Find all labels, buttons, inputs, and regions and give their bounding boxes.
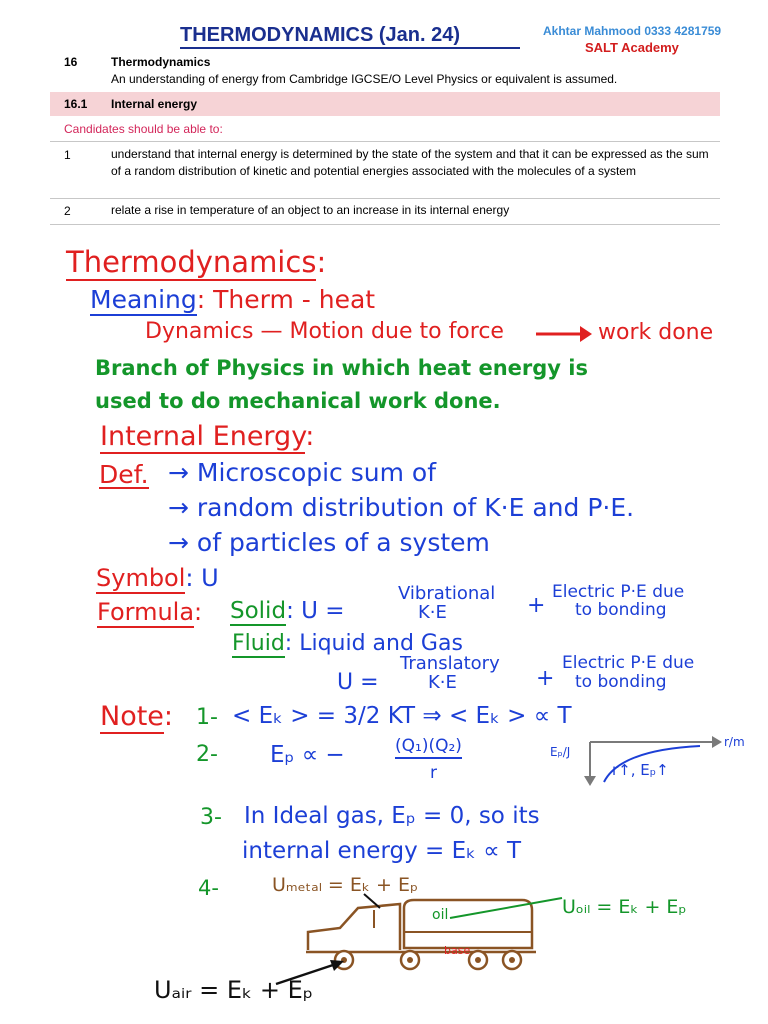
graph-x-label: r/m — [724, 735, 745, 749]
table-rule — [50, 198, 720, 199]
note-3-number: 3- — [200, 805, 222, 830]
solid-term2-bottom: to bonding — [575, 600, 667, 620]
fluid-term2-top: Electric P·E due — [562, 653, 695, 673]
symbol-value: : U — [185, 564, 219, 592]
potential-energy-graph — [580, 732, 730, 788]
u-air-equation: Uₐᵢᵣ = Eₖ + Eₚ — [154, 976, 314, 1004]
meaning-label: Meaning — [90, 285, 197, 314]
table-rule — [50, 141, 720, 142]
fluid-term1-bottom: K·E — [428, 672, 457, 693]
def-line-3: → of particles of a system — [168, 528, 490, 557]
graph-y-label: Eₚ/J — [550, 745, 571, 759]
author-contact: Akhtar Mahmood 0333 4281759 — [543, 24, 722, 38]
objective-number: 2 — [64, 204, 71, 218]
document-title: THERMODYNAMICS (Jan. 24) — [180, 24, 461, 46]
note-2-lhs: Eₚ ∝ − — [270, 742, 345, 768]
fluid-term2-bottom: to bonding — [575, 672, 667, 692]
base-label: base — [444, 944, 471, 957]
internal-energy-heading: Internal Energy — [100, 421, 306, 452]
objective-number: 1 — [64, 148, 71, 162]
heading-colon: : — [316, 245, 327, 279]
subsection-title: Internal energy — [111, 97, 198, 111]
objective-text: relate a rise in temperature of an object to an increase in its internal energy — [111, 203, 510, 217]
candidates-intro: Candidates should be able to: — [64, 122, 223, 136]
dynamics-line: Dynamics — Motion due to force — [145, 319, 504, 344]
solid-plus: + — [527, 593, 546, 618]
note-colon: : — [163, 701, 174, 732]
note-3-line-1: In Ideal gas, Eₚ = 0, so its — [244, 803, 540, 829]
solid-equation: : U = — [286, 598, 345, 624]
note-label: Note — [100, 701, 164, 732]
note-4-number: 4- — [198, 876, 219, 900]
note-1-text: < Eₖ > = 3/2 KT ⇒ < Eₖ > ∝ T — [232, 703, 572, 729]
title-underline — [180, 47, 520, 49]
academy-name: SALT Academy — [585, 40, 679, 55]
table-rule — [50, 224, 720, 225]
fluid-label: Fluid — [232, 631, 285, 656]
u-metal-equation: Uₘₑₜₐₗ = Eₖ + Eₚ — [272, 874, 419, 896]
symbol-label: Symbol — [96, 564, 186, 592]
arrow-icon — [534, 323, 594, 345]
fluid-term1-top: Translatory — [400, 653, 500, 674]
branch-line-2: used to do mechanical work done. — [95, 389, 501, 413]
section-description: An understanding of energy from Cambridge IGCSE/O Level Physics or equivalent is assumed. — [111, 72, 618, 86]
graph-note: r↑, Eₚ↑ — [612, 761, 669, 779]
branch-line-1: Branch of Physics in which heat energy is — [95, 356, 589, 380]
note-2-number: 2- — [196, 742, 218, 767]
def-line-2: → random distribution of K·E and P·E. — [168, 493, 635, 522]
fluid-equation: U = — [337, 670, 379, 695]
u-oil-equation: Uₒᵢₗ = Eₖ + Eₚ — [562, 896, 687, 918]
tank-label: oil — [432, 907, 449, 923]
note-2-denominator: r — [430, 763, 437, 783]
def-label: Def. — [99, 460, 149, 489]
formula-colon: : — [194, 598, 203, 626]
section-number: 16 — [64, 55, 78, 69]
def-line-1: → Microscopic sum of — [168, 458, 437, 487]
work-done-text: work done — [598, 320, 714, 345]
fluid-text: : Liquid and Gas — [284, 631, 463, 656]
solid-term1-top: Vibrational — [398, 583, 496, 604]
internal-energy-colon: : — [305, 421, 315, 452]
meaning-text: : Therm - heat — [196, 285, 376, 314]
formula-label: Formula — [97, 598, 195, 626]
notes-heading: Thermodynamics — [66, 245, 317, 279]
solid-term1-bottom: K·E — [418, 602, 447, 623]
section-title: Thermodynamics — [111, 55, 211, 69]
subsection-number: 16.1 — [64, 97, 88, 111]
note-2-numerator: (Q₁)(Q₂) — [395, 738, 462, 759]
fluid-plus: + — [536, 666, 555, 691]
solid-label: Solid — [230, 598, 287, 624]
note-3-line-2: internal energy = Eₖ ∝ T — [242, 838, 522, 864]
objective-text: understand that internal energy is determined by the state of the system and that it can be expressed as the sum of a random distribution of kinetic and potential energies associated with the molecules of a system — [111, 147, 709, 178]
solid-term2-top: Electric P·E due — [552, 582, 685, 602]
note-1-number: 1- — [196, 705, 218, 730]
